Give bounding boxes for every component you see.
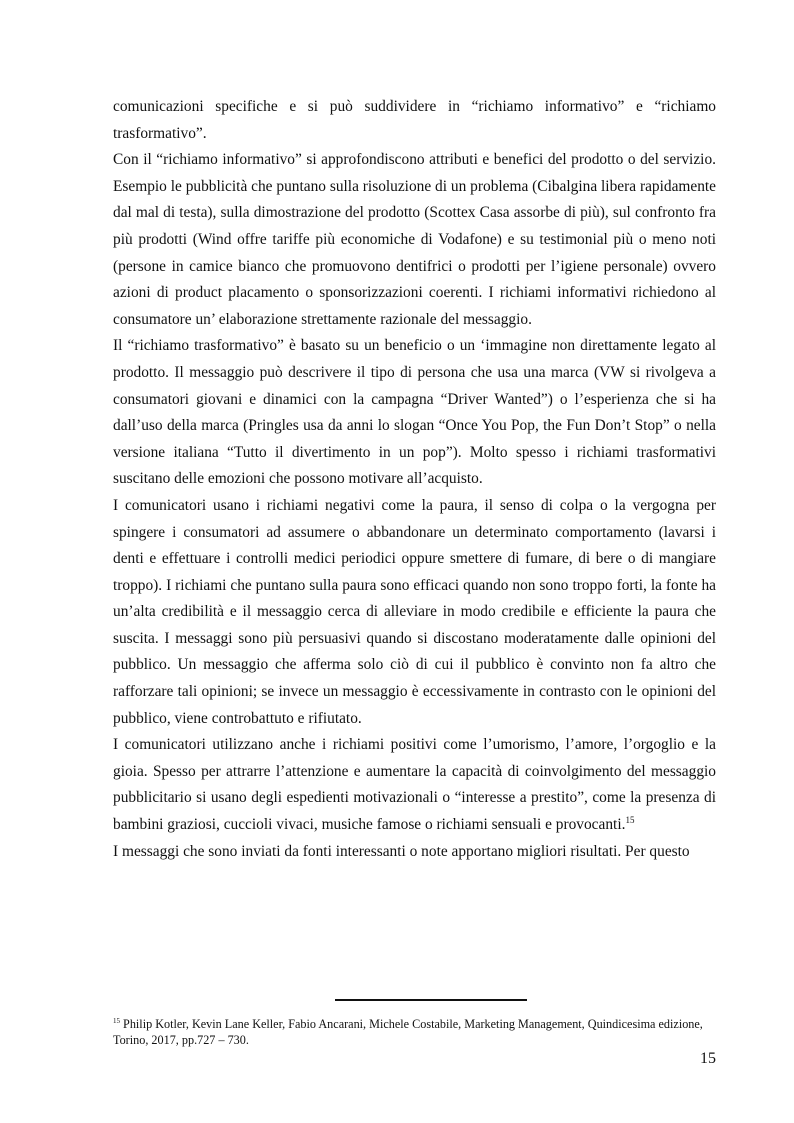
page-body <box>113 94 716 865</box>
footnote-reference: 15 <box>625 814 635 825</box>
footnote-separator <box>335 999 527 1001</box>
page-number: 15 <box>700 1050 716 1067</box>
paragraph-2: Con il “richiamo informativo” si approfondiscono attributi e benefici del prodotto o del servizio. Esempio le pubblicità che puntano sulla risoluzione di un problema (Cibalgina libera rapidamente dal mal di testa), sulla dimostrazione del prodotto (Scottex Casa assorbe di più), sul confronto fra più prodotti (Wind offre tariffe più economiche di Vodafone) e su testimonial più o meno noti (persone in camice bianco che promuovono dentifrici o prodotti per l’igiene personale) ovvero azioni di product placamento o sponsorizzazioni coerenti. I richiami informativi richiedono al consumatore un’ elaborazione strettamente razionale del messaggio. <box>113 151 716 328</box>
paragraph-1: comunicazioni specifiche e si può suddividere in “richiamo informativo” e “richiamo trasformativo”. <box>113 98 716 142</box>
footnote-text: Philip Kotler, Kevin Lane Keller, Fabio Ancarani, Michele Costabile, Marketing Management, Quindicesima edizione, Torino, 2017, pp.727 – 730. <box>113 1017 703 1047</box>
footnote-number: 15 <box>113 1016 120 1025</box>
paragraph-6: I messaggi che sono inviati da fonti interessanti o note apportano migliori risultati. Per questo <box>113 842 690 860</box>
paragraph-3: Il “richiamo trasformativo” è basato su un beneficio o un ‘immagine non direttamente legato al prodotto. Il messaggio può descrivere il tipo di persona che usa una marca (VW si rivolgeva a consumatori giovani e dinamici con la campagna “Driver Wanted”) o l’esperienza che si ha dall’uso della marca (Pringles usa da anni lo slogan “Once You Pop, the Fun Don’t Stop” o nella versione italiana “Tutto il divertimento in un pop”). Molto spesso i richiami trasformativi suscitano delle emozioni che possono motivare all’acquisto. <box>113 337 716 488</box>
footnote <box>113 1016 716 1048</box>
paragraph-4: I comunicatori usano i richiami negativi come la paura, il senso di colpa o la vergogna per spingere i consumatori ad assumere o abbandonare un determinato comportamento (lavarsi i denti e effettuare i controlli medici periodici oppure smettere di fumare, di bere o di mangiare troppo). I richiami che puntano sulla paura sono efficaci quando non sono troppo forti, la fonte ha un’alta credibilità e il messaggio cerca di alleviare in modo credibile e efficiente la paura che suscita. I messaggi sono più persuasivi quando si discostano moderatamente dalle opinioni del pubblico. Un messaggio che afferma solo ciò di cui il pubblico è convinto non fa altro che rafforzare tali opinioni; se invece un messaggio è eccessivamente in contrasto con le opinioni del pubblico, viene controbattuto e rifiutato. <box>113 496 716 727</box>
paragraph-5 <box>113 732 716 838</box>
paragraph-5-text: I comunicatori utilizzano anche i richiami positivi come l’umorismo, l’amore, l’orgoglio e la gioia. Spesso per attrarre l’attenzione e aumentare la capacità di coinvolgimento del messaggio pubblicitario si usano degli espedienti motivazionali o “interesse a prestito”, come la presenza di bambini graziosi, cuccioli vivaci, musiche famose o richiami sensuali e provocanti. <box>113 736 716 834</box>
